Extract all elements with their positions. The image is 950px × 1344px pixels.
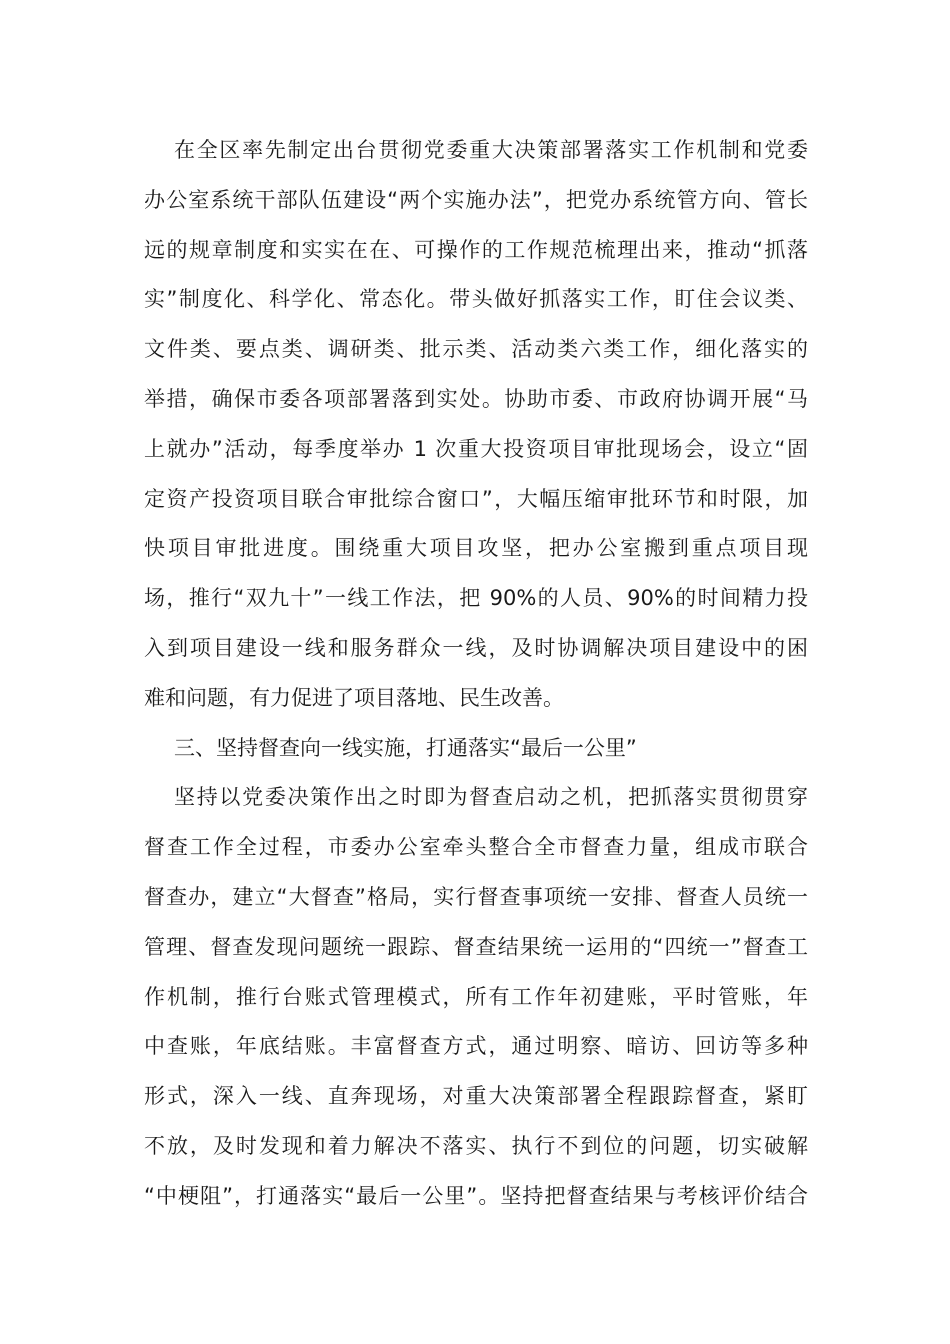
paragraph-2-line-3: 督查办，建立“大督查”格局，实行督查事项统一安排、督查人员统一 bbox=[144, 884, 808, 909]
paragraph-1-line-6: 举措，确保市委各项部署落到实处。协助市委、市政府协调开展“马 bbox=[144, 386, 808, 411]
paragraph-2-line-7: 形式，深入一线、直奔现场，对重大决策部署全程跟踪督查，紧盯 bbox=[144, 1084, 808, 1109]
paragraph-1-line-4: 实”制度化、科学化、常态化。带头做好抓落实工作，盯住会议类、 bbox=[144, 287, 808, 312]
paragraph-1-line-11: 入到项目建设一线和服务群众一线，及时协调解决项目建设中的困 bbox=[144, 635, 808, 660]
paragraph-2-line-8: 不放，及时发现和着力解决不落实、执行不到位的问题，切实破解 bbox=[144, 1133, 808, 1158]
document-body bbox=[144, 126, 808, 1222]
paragraph-2-line-1: 坚持以党委决策作出之时即为督查启动之机，把抓落实贯彻贯穿 bbox=[174, 785, 808, 810]
paragraph-1-line-8: 定资产投资项目联合审批综合窗口”，大幅压缩审批环节和时限，加 bbox=[144, 486, 808, 511]
paragraph-1-line-10: 场，推行“双九十”一线工作法，把 90%的人员、90%的时间精力投 bbox=[144, 586, 808, 611]
section-heading: 三、坚持督查向一线实施，打通落实“最后一公里” bbox=[174, 735, 637, 760]
paragraph-2-line-4: 管理、督查发现问题统一跟踪、督查结果统一运用的“四统一”督查工 bbox=[144, 934, 808, 959]
paragraph-1-line-12: 难和问题，有力促进了项目落地、民生改善。 bbox=[144, 685, 564, 710]
paragraph-1-line-1: 在全区率先制定出台贯彻党委重大决策部署落实工作机制和党委 bbox=[174, 138, 808, 162]
paragraph-2-line-5: 作机制，推行台账式管理模式，所有工作年初建账，平时管账，年 bbox=[144, 984, 808, 1009]
paragraph-1-line-3: 远的规章制度和实实在在、可操作的工作规范梳理出来，推动“抓落 bbox=[144, 237, 808, 262]
paragraph-1-line-9: 快项目审批进度。围绕重大项目攻坚，把办公室搬到重点项目现 bbox=[144, 536, 808, 561]
paragraph-2-line-9: “中梗阻”，打通落实“最后一公里”。坚持把督查结果与考核评价结合 bbox=[144, 1183, 808, 1208]
paragraph-2-line-2: 督查工作全过程，市委办公室牵头整合全市督查力量，组成市联合 bbox=[144, 835, 808, 860]
paragraph-1-line-7: 上就办”活动，每季度举办 1 次重大投资项目审批现场会，设立“固 bbox=[144, 436, 808, 461]
paragraph-2-line-6: 中查账，年底结账。丰富督查方式，通过明察、暗访、回访等多种 bbox=[144, 1034, 808, 1059]
paragraph-1-line-2: 办公室系统干部队伍建设“两个实施办法”，把党办系统管方向、管长 bbox=[144, 187, 808, 212]
paragraph-1-line-5: 文件类、要点类、调研类、批示类、活动类六类工作，细化落实的 bbox=[144, 337, 808, 362]
